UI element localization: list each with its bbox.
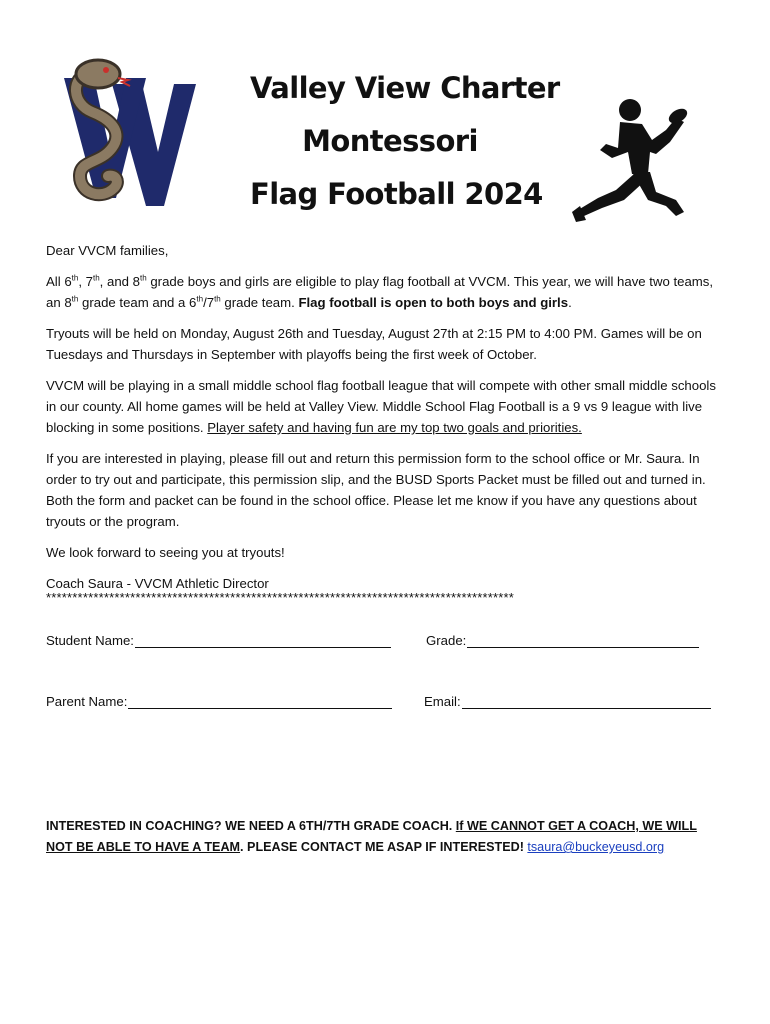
grade-field[interactable] — [426, 633, 699, 648]
football-player-silhouette — [572, 96, 690, 230]
title-line-3: Flag Football 2024 — [250, 177, 543, 211]
eligibility-paragraph: All 6th, 7th, and 8th grade boys and girls are eligible to play flag football at VVCM. This year, we will have two teams, an 8th grade team and a 6th/7th grade team. Flag football is open to both boys and girls. — [46, 273, 714, 310]
safety-goal-statement: Player safety and having fun are my top two goals and priorities. — [207, 420, 582, 435]
letter-body — [46, 240, 726, 594]
flyer-title — [250, 62, 560, 221]
email-line[interactable] — [462, 694, 711, 709]
title-line-1: Valley View Charter — [250, 71, 560, 105]
open-to-all-statement: Flag football is open to both boys and girls — [298, 295, 569, 310]
logo-snake-head — [76, 60, 120, 88]
closing-line: We look forward to seeing you at tryouts! — [46, 545, 285, 560]
signature: Coach Saura - VVCM Athletic Director — [46, 576, 269, 591]
parent-name-label: Parent Name: — [46, 694, 128, 709]
league-paragraph: VVCM will be playing in a small middle school flag football league that will compete with other small middle schools in our county. All home games will be held at Valley View. Middle School Flag Football is a 9 vs 9 league with live blocking in some positions. Player safety and having fun are my top two goals and priorities. — [46, 378, 716, 435]
grade-line[interactable] — [467, 633, 699, 648]
permission-paragraph: If you are interested in playing, please fill out and return this permission form to the school office or Mr. Saura. In order to try out and participate, this permission slip, and the BUSD Sports Packet must be filled out and turned in. Both the form and packet can be found in the school office. Please let me know if you have any questions about tryouts or the program. — [46, 451, 706, 529]
student-name-field[interactable] — [46, 633, 391, 648]
grade-label: Grade: — [426, 633, 467, 648]
email-field[interactable] — [424, 694, 711, 709]
student-name-line[interactable] — [135, 633, 391, 648]
parent-name-line[interactable] — [128, 694, 392, 709]
greeting: Dear VVCM families, — [46, 243, 169, 258]
parent-name-field[interactable] — [46, 694, 392, 709]
vvcm-snake-logo — [50, 56, 198, 212]
title-line-2: Montessori — [302, 124, 478, 158]
no-coach-warning: If WE CANNOT GET A COACH, WE WILL NOT BE ABLE TO HAVE A TEAM — [46, 819, 697, 854]
coach-email-link[interactable]: tsaura@buckeyeusd.org — [527, 840, 665, 854]
separator-stars: ***************************************************************************************** — [46, 590, 515, 605]
tryouts-paragraph: Tryouts will be held on Monday, August 26th and Tuesday, August 27th at 2:15 PM to 4:00 PM. Games will be on Tuesdays and Thursdays in September with playoffs being the first week of October. — [46, 326, 702, 362]
email-label: Email: — [424, 694, 461, 709]
coaching-notice: INTERESTED IN COACHING? WE NEED A 6TH/7TH GRADE COACH. If WE CANNOT GET A COACH, WE WILL NOT BE ABLE TO HAVE A TEAM. PLEASE CONTACT ME ASAP IF INTERESTED! tsaura@buckeyeusd.org — [46, 819, 697, 854]
student-name-label: Student Name: — [46, 633, 134, 648]
